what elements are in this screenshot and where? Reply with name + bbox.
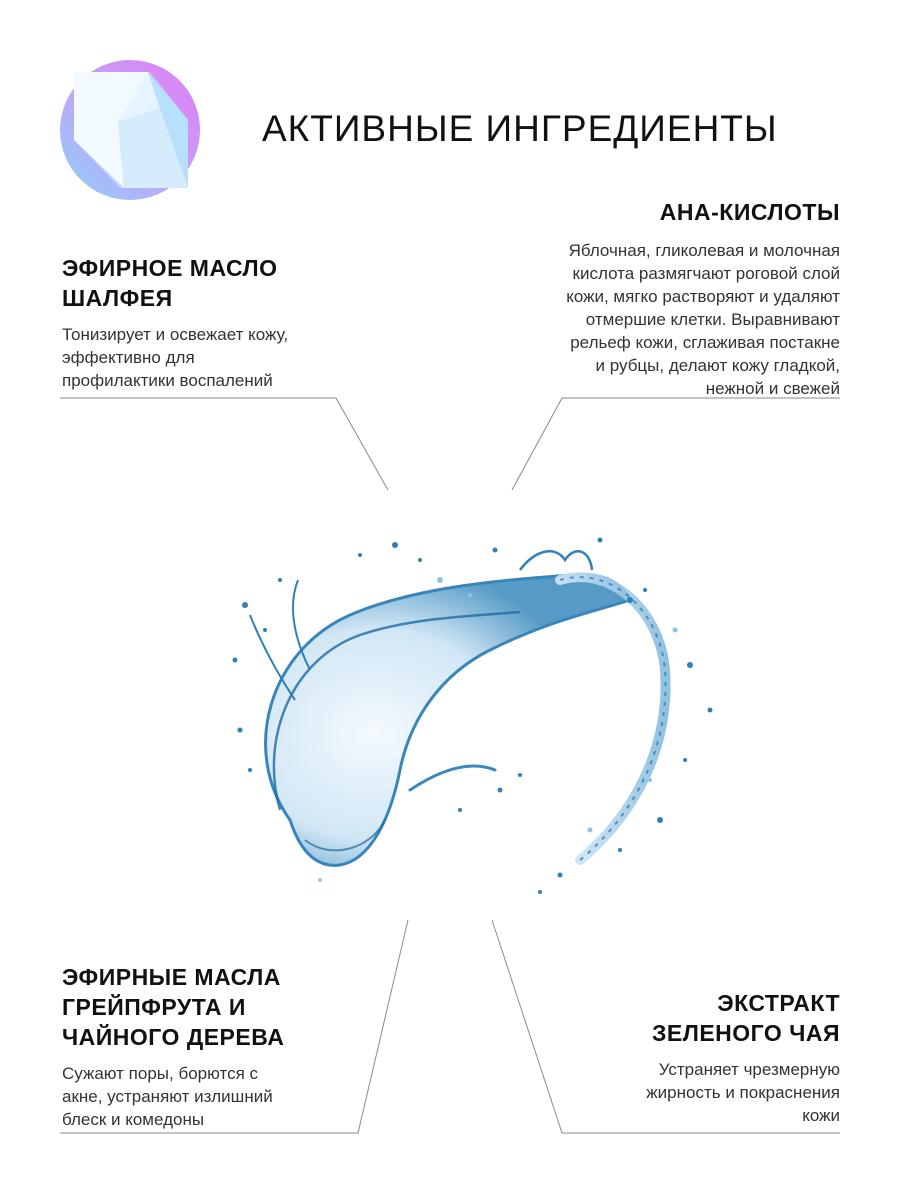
connector-line-aha [512, 398, 840, 490]
ingredient-aha-text: Яблочная, гликолевая и молочная кислота размягчают роговой слой кожи, мягко растворяют и удаляют отмершие клетки. Выравнивают рельеф кожи, сглаживая постакне и рубцы, делают кожу гладкой, нежной и свежей [566, 241, 840, 398]
ingredient-aha [480, 197, 840, 400]
page-title: АКТИВНЫЕ ИНГРЕДИЕНТЫ [262, 108, 778, 149]
ingredient-aha-title: АНА-КИСЛОТЫ [659, 199, 840, 225]
ingredient-green-tea [560, 988, 840, 1127]
ingredient-sage [62, 253, 362, 392]
ingredient-grapefruit-text: Сужают поры, борются с акне, устраняют излишний блеск и комедоны [62, 1064, 273, 1129]
ingredient-green-tea-title: ЭКСТРАКТ ЗЕЛЕНОГО ЧАЯ [651, 990, 840, 1046]
ingredient-grapefruit-title: ЭФИРНЫЕ МАСЛА ГРЕЙПФРУТА И ЧАЙНОГО ДЕРЕВА [62, 964, 285, 1050]
crystal-logo-icon [60, 60, 200, 200]
ingredient-sage-text: Тонизирует и освежает кожу, эффективно для профилактики воспалений [62, 325, 289, 390]
water-splash-image [220, 520, 720, 910]
ingredient-sage-title: ЭФИРНОЕ МАСЛО ШАЛФЕЯ [62, 255, 278, 311]
connector-line-sage [60, 398, 388, 490]
ingredient-grapefruit-tea-tree [62, 962, 382, 1131]
ingredient-green-tea-text: Устраняет чрезмерную жирность и покраснения кожи [646, 1060, 840, 1125]
